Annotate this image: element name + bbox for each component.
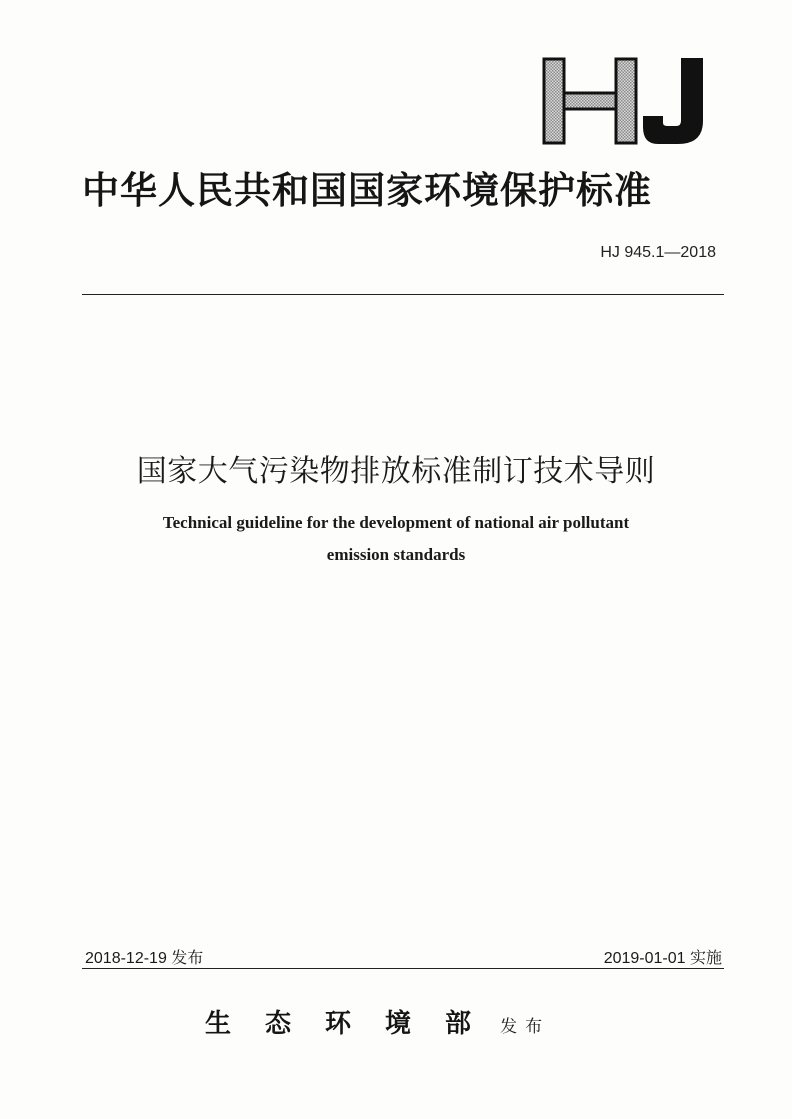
top-divider (82, 294, 724, 295)
issue-date: 2018-12-19 发布 (85, 950, 204, 967)
standard-number: HJ 945.1—2018 (600, 244, 716, 261)
effective-date: 2019-01-01 实施 (603, 950, 722, 967)
title-chinese: 国家大气污染物排放标准制订技术导则 (136, 454, 656, 489)
publisher-org: 生态环境部 (205, 1009, 506, 1039)
bottom-divider (82, 968, 724, 969)
title-english-line2: emission standards (326, 545, 466, 564)
publisher-line (205, 1003, 550, 1040)
title-english (0, 507, 792, 571)
publisher-verb: 发布 (500, 1017, 551, 1037)
title-english-line1: Technical guideline for the development of national air pollutant (162, 513, 630, 532)
hj-logo-icon (540, 55, 710, 147)
issuer-title: 中华人民共和国国家环境保护标准 (82, 168, 652, 212)
